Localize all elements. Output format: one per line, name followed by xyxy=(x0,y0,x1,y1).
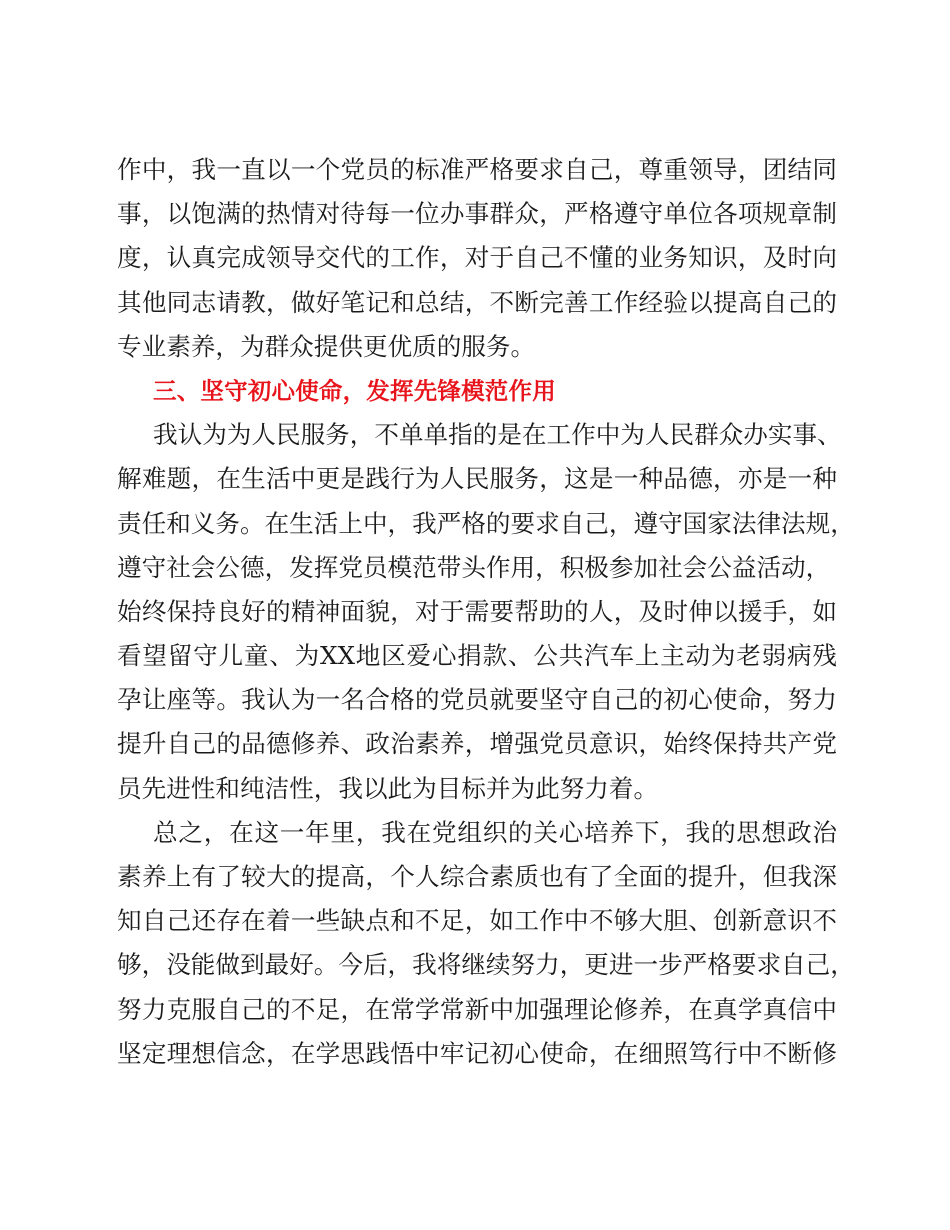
text-line: 提升自己的品德修养、政治素养，增强党员意识，始终保持共产党 xyxy=(117,729,837,759)
text-line: 责任和义务。在生活上中，我严格的要求自己，遵守国家法律法规， xyxy=(117,508,855,538)
text-line: 始终保持良好的精神面貌，对于需要帮助的人，及时伸以援手，如 xyxy=(117,596,837,626)
text-line: 我认为为人民服务，不单单指的是在工作中为人民群众办实事、 xyxy=(153,420,842,450)
text-line: 够，没能做到最好。今后，我将继续努力，更进一步严格要求自己， xyxy=(117,950,855,980)
paragraph-work xyxy=(117,148,837,369)
text-line: 员先进性和纯洁性，我以此为目标并为此努力着。 xyxy=(117,773,659,803)
text-line: 事，以饱满的热情对待每一位办事群众，严格遵守单位各项规章制 xyxy=(117,199,837,229)
text-line: 解难题，在生活中更是践行为人民服务，这是一种品德，亦是一种 xyxy=(117,464,837,494)
text-line: 遵守社会公德，发挥党员模范带头作用，积极参加社会公益活动， xyxy=(117,552,831,582)
text-line: 孕让座等。我认为一名合格的党员就要坚守自己的初心使命，努力 xyxy=(117,685,837,715)
text-line: 素养上有了较大的提高，个人综合素质也有了全面的提升，但我深 xyxy=(117,862,837,891)
paragraph-summary xyxy=(117,811,855,1076)
text-line: 度，认真完成领导交代的工作，对于自己不懂的业务知识，及时向 xyxy=(117,243,837,273)
text-line: 看望留守儿童、为XX地区爱心捐款、公共汽车上主动为老弱病残 xyxy=(117,641,837,671)
text-line: 努力克服自己的不足，在常学常新中加强理论修养，在真学真信中 xyxy=(117,994,837,1024)
document-page xyxy=(117,148,855,1076)
text-line: 坚定理想信念，在学思践悟中牢记初心使命，在细照笃行中不断修 xyxy=(117,1038,837,1068)
paragraph-service xyxy=(117,413,855,811)
section-heading-3: 三、坚守初心使命，发挥先锋模范作用 xyxy=(153,376,556,405)
text-line: 总之，在这一年里，我在党组织的关心培养下，我的思想政治 xyxy=(153,817,837,847)
text-line: 专业素养，为群众提供更优质的服务。 xyxy=(117,331,536,361)
text-line: 知自己还存在着一些缺点和不足，如工作中不够大胆、创新意识不 xyxy=(117,906,837,936)
text-line: 作中，我一直以一个党员的标准严格要求自己，尊重领导，团结同 xyxy=(117,155,837,184)
text-line: 其他同志请教，做好笔记和总结，不断完善工作经验以提高自己的 xyxy=(117,287,837,317)
